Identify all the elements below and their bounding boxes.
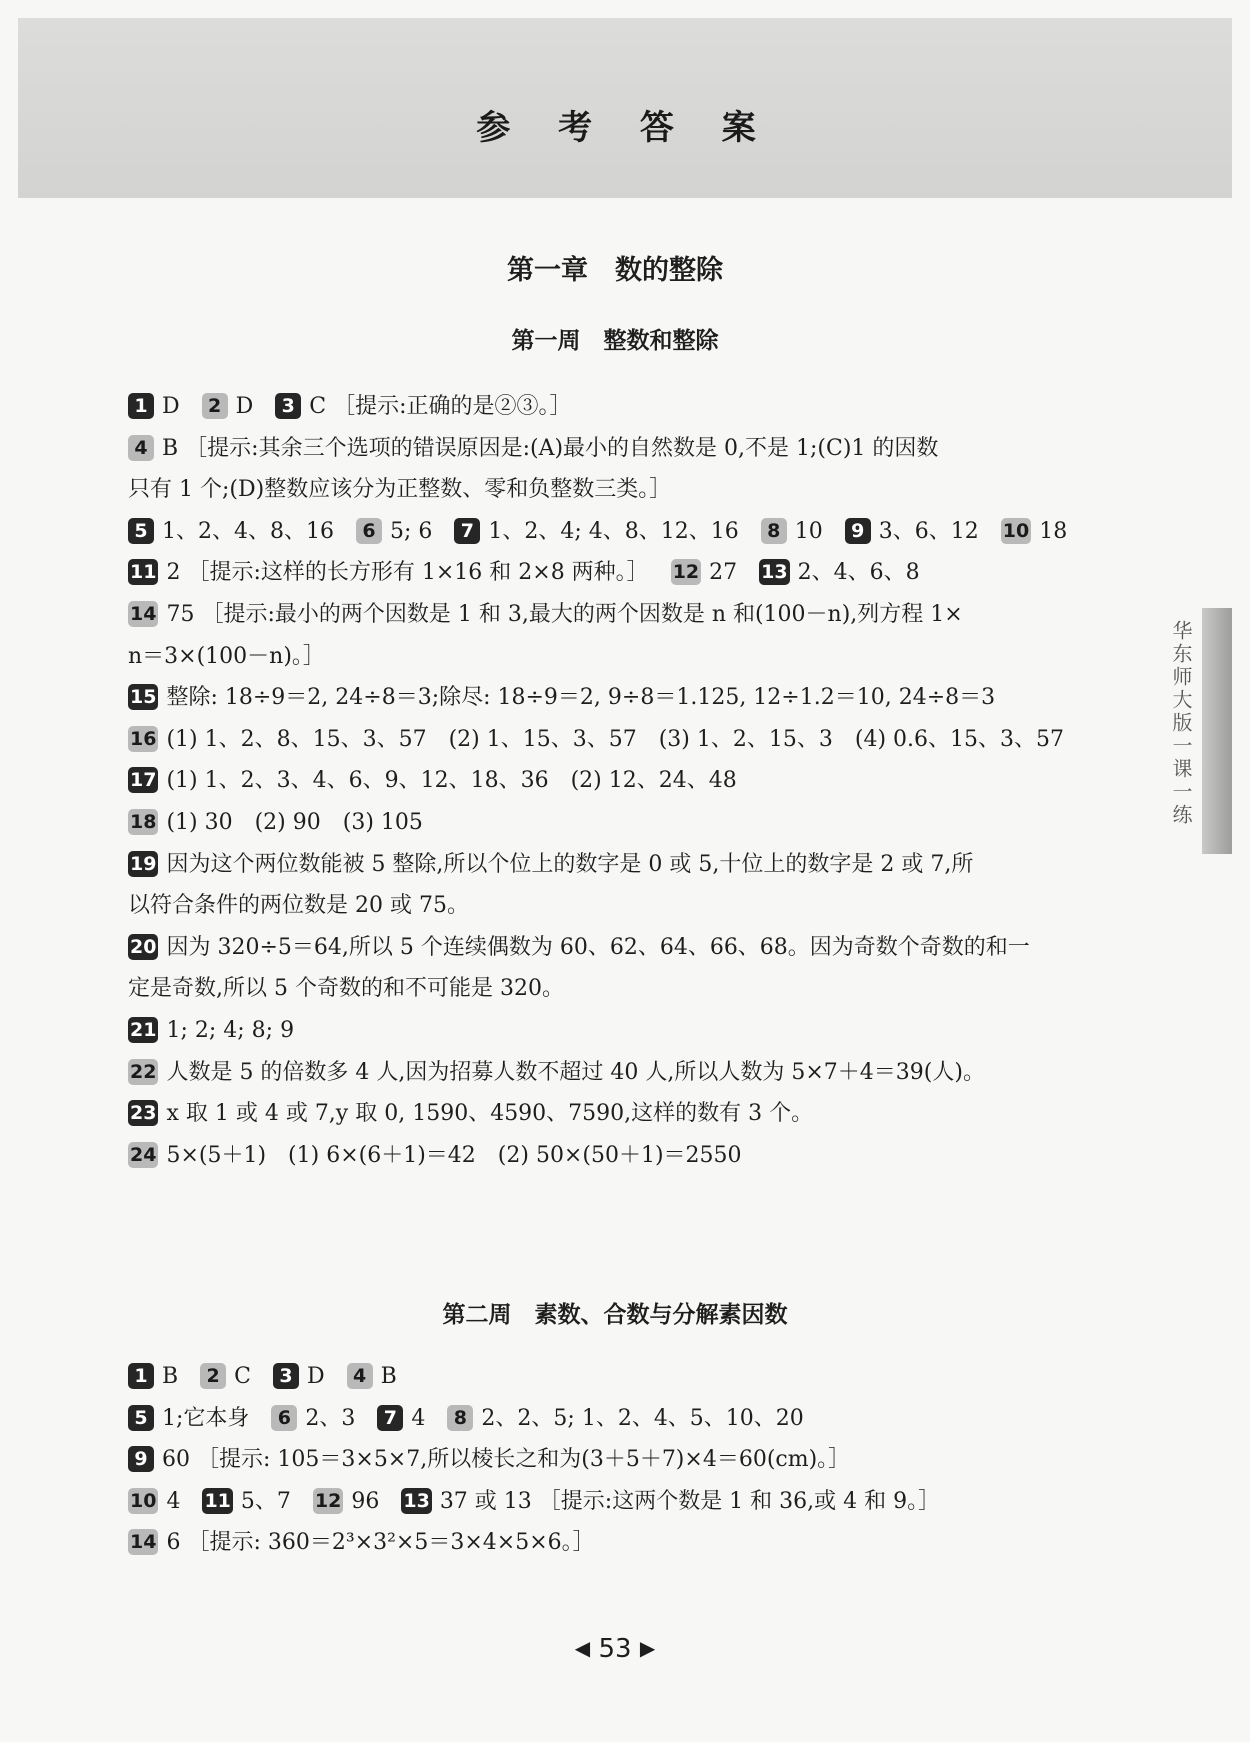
answer-text: 37 或 13 ［提示:这两个数是 1 和 36,或 4 和 9。］ <box>439 1488 941 1514</box>
answer-item <box>128 602 963 627</box>
answer-text: 2、4、6、8 <box>797 560 920 586</box>
answer-text: 5; 6 <box>389 518 433 544</box>
answer-item <box>128 1489 180 1514</box>
question-number-badge: 13 <box>761 561 788 584</box>
answer-item <box>128 1364 178 1389</box>
answer-line <box>128 974 1108 1004</box>
answer-line <box>128 558 1108 588</box>
question-number-badge: 23 <box>130 1102 157 1125</box>
question-number-badge: 4 <box>347 1363 373 1389</box>
answer-item <box>128 1060 985 1085</box>
question-number-badge: 8 <box>447 1405 473 1431</box>
answer-line <box>128 642 1108 672</box>
answer-text: C ［提示:正确的是②③。］ <box>309 394 572 419</box>
question-number-badge: 18 <box>130 811 157 833</box>
week1-title: 第一周 整数和整除 <box>511 327 719 354</box>
question-number-badge: 14 <box>130 603 157 625</box>
answer-line <box>128 1445 1108 1475</box>
answer-item <box>377 1406 425 1431</box>
answer-text: 2 ［提示:这样的长方形有 1×16 和 2×8 两种。］ <box>166 560 649 586</box>
answer-text: 只有 1 个;(D)整数应该分为正整数、零和负整数三类。］ <box>128 477 672 503</box>
question-number-badge: 16 <box>130 727 157 750</box>
page-number <box>0 1634 1230 1664</box>
answer-text: 2、2、5; 1、2、4、5、10、20 <box>481 1405 804 1431</box>
answer-text: 因为 320÷5＝64,所以 5 个连续偶数为 60、62、64、66、68。因为奇数个奇数的和一 <box>166 934 1030 960</box>
question-number-badge: 20 <box>130 935 157 958</box>
answer-item <box>275 394 571 419</box>
answer-item <box>202 394 254 419</box>
answer-text: 1、2、4; 4、8、12、16 <box>488 518 739 544</box>
answer-text: 27 <box>709 560 738 586</box>
answer-line <box>128 808 1108 838</box>
answer-text: (1) 30 (2) 90 (3) 105 <box>166 810 423 835</box>
question-number-badge: 7 <box>377 1405 403 1431</box>
answer-item <box>128 519 334 544</box>
question-number-badge: 5 <box>128 1405 154 1431</box>
answer-item <box>671 560 737 585</box>
answer-item <box>128 727 1064 752</box>
answer-item <box>128 1447 850 1472</box>
answer-item <box>128 560 649 585</box>
answer-text: (1) 1、2、3、4、6、9、12、18、36 (2) 12、24、48 <box>166 768 737 794</box>
answer-text: 因为这个两位数能被 5 整除,所以个位上的数字是 0 或 5,十位上的数字是 2 或 7,所 <box>166 851 974 877</box>
answer-item <box>454 519 738 544</box>
answer-line <box>128 850 1108 880</box>
answer-text: (1) 1、2、8、15、3、57 (2) 1、15、3、57 (3) 1、2、15、3 (4) 0.6、15、3、57 <box>166 726 1064 752</box>
answer-item <box>761 519 823 544</box>
question-number-badge: 10 <box>1002 519 1030 542</box>
answer-line <box>128 1141 1108 1171</box>
page-number-text: 53 <box>598 1634 632 1664</box>
question-number-badge: 6 <box>356 518 382 544</box>
answer-text: C <box>234 1364 252 1389</box>
question-number-badge: 22 <box>130 1060 157 1083</box>
side-label: 华东师大版一课一练 <box>1169 620 1193 827</box>
answer-line <box>128 1016 1108 1046</box>
week2-title: 第二周 素数、合数与分解素因数 <box>442 1301 788 1328</box>
answer-item <box>128 810 423 835</box>
answer-item <box>128 852 973 877</box>
answer-item <box>128 394 180 419</box>
answer-line <box>128 1404 1108 1434</box>
answer-item <box>128 436 938 461</box>
answer-item <box>128 644 325 669</box>
answer-item <box>128 976 564 1001</box>
question-number-badge: 15 <box>130 686 157 709</box>
answer-item <box>759 560 919 585</box>
answer-text: 2、3 <box>305 1405 356 1431</box>
answer-item <box>128 1406 249 1431</box>
answer-line <box>128 933 1108 963</box>
answer-item <box>128 477 671 502</box>
answer-text: D <box>307 1364 325 1389</box>
prev-arrow-icon: ◀ <box>574 1636 591 1660</box>
answer-item <box>128 1018 294 1043</box>
answer-line <box>128 475 1108 505</box>
answer-text: 1;它本身 <box>162 1405 250 1431</box>
answer-line <box>128 683 1108 713</box>
answer-line <box>128 891 1108 921</box>
question-number-badge: 6 <box>271 1405 297 1431</box>
question-number-badge: 21 <box>130 1019 157 1041</box>
question-number-badge: 13 <box>403 1489 430 1512</box>
answer-item <box>128 893 469 918</box>
answer-line <box>128 1528 1108 1558</box>
answer-text: D <box>162 394 180 419</box>
answer-item <box>128 1530 595 1555</box>
answer-text: 以符合条件的两位数是 20 或 75。 <box>128 893 469 919</box>
answer-item <box>447 1406 803 1431</box>
answer-text: 18 <box>1039 518 1068 544</box>
answer-line <box>128 434 1108 464</box>
answer-line <box>128 766 1108 796</box>
answer-text: 定是奇数,所以 5 个奇数的和不可能是 320。 <box>128 976 564 1002</box>
answer-item <box>273 1364 325 1389</box>
question-number-badge: 1 <box>128 393 154 419</box>
answer-text: 96 <box>351 1488 380 1514</box>
answer-text: 5、7 <box>240 1488 291 1514</box>
question-number-badge: 17 <box>130 769 157 792</box>
answer-text: B ［提示:其余三个选项的错误原因是:(A)最小的自然数是 0,不是 1;(C)1 的因数 <box>162 435 939 461</box>
chapter-title: 第一章 数的整除 <box>507 255 723 286</box>
answer-text: 3、6、12 <box>878 518 979 544</box>
question-number-badge: 9 <box>128 1446 154 1472</box>
answer-text: 4 <box>166 1488 181 1514</box>
question-number-badge: 14 <box>130 1531 157 1554</box>
question-number-badge: 2 <box>200 1363 226 1389</box>
answer-item <box>128 685 995 710</box>
answer-line <box>128 725 1108 755</box>
answer-text: 10 <box>794 518 823 544</box>
question-number-badge: 3 <box>275 393 301 419</box>
answer-text: 1、2、4、8、16 <box>162 518 334 544</box>
question-number-badge: 9 <box>845 518 871 544</box>
answer-item <box>845 519 979 544</box>
answer-text: 整除: 18÷9＝2, 24÷8＝3;除尽: 18÷9＝2, 9÷8＝1.125, 12÷1.2＝10, 24÷8＝3 <box>166 685 996 711</box>
answer-line <box>128 1099 1108 1129</box>
answer-item <box>271 1406 355 1431</box>
answer-item <box>356 519 432 544</box>
answer-line <box>128 1487 1108 1517</box>
question-number-badge: 19 <box>130 852 157 875</box>
answer-item <box>202 1489 290 1514</box>
question-number-badge: 11 <box>204 1489 231 1512</box>
answer-text: 5×(5＋1) (1) 6×(6＋1)＝42 (2) 50×(50＋1)＝2550 <box>166 1142 742 1168</box>
answer-text: B <box>380 1364 397 1389</box>
answer-line <box>128 392 1108 422</box>
question-number-badge: 12 <box>314 1489 342 1512</box>
answer-item <box>347 1364 397 1389</box>
answer-text: 60 ［提示: 105＝3×5×7,所以棱长之和为(3＋5＋7)×4＝60(cm)。］ <box>162 1447 851 1473</box>
answer-text: 人数是 5 的倍数多 4 人,因为招募人数不超过 40 人,所以人数为 5×7＋4＝39(人)。 <box>166 1059 985 1085</box>
question-number-badge: 7 <box>454 518 480 544</box>
side-tab <box>1202 608 1232 854</box>
answer-line <box>128 1058 1108 1088</box>
answer-text: 6 ［提示: 360＝2³×3²×5＝3×4×5×6。］ <box>166 1530 595 1556</box>
question-number-badge: 5 <box>128 518 154 544</box>
question-number-badge: 2 <box>202 393 228 419</box>
answer-item <box>128 1101 813 1126</box>
answer-item <box>401 1489 940 1514</box>
answer-item <box>128 1143 742 1168</box>
answer-item <box>200 1364 251 1389</box>
question-number-badge: 4 <box>128 435 154 461</box>
answer-text: n＝3×(100－n)。］ <box>128 643 325 669</box>
answer-line <box>128 1362 1108 1392</box>
question-number-badge: 10 <box>130 1489 157 1512</box>
answer-item <box>128 768 737 793</box>
question-number-badge: 24 <box>130 1143 157 1166</box>
answer-item <box>1001 519 1067 544</box>
answer-text: 4 <box>411 1405 426 1431</box>
answer-text: D <box>235 394 254 419</box>
page-title: 参 考 答 案 <box>476 108 774 148</box>
answer-item <box>128 935 1030 960</box>
question-number-badge: 12 <box>672 561 700 584</box>
question-number-badge: 8 <box>761 518 787 544</box>
answer-text: 75 ［提示:最小的两个因数是 1 和 3,最大的两个因数是 n 和(100－n),列方程 1× <box>166 602 963 627</box>
next-arrow-icon: ▶ <box>639 1636 656 1660</box>
question-number-badge: 3 <box>273 1363 299 1389</box>
answer-text: x 取 1 或 4 或 7,y 取 0, 1590、4590、7590,这样的数有 3 个。 <box>166 1101 814 1127</box>
question-number-badge: 11 <box>130 561 157 584</box>
answer-item <box>313 1489 379 1514</box>
answer-line <box>128 517 1108 547</box>
answer-text: B <box>162 1364 179 1389</box>
question-number-badge: 1 <box>128 1363 154 1389</box>
answer-line <box>128 600 1108 630</box>
answer-text: 1; 2; 4; 8; 9 <box>166 1018 295 1043</box>
